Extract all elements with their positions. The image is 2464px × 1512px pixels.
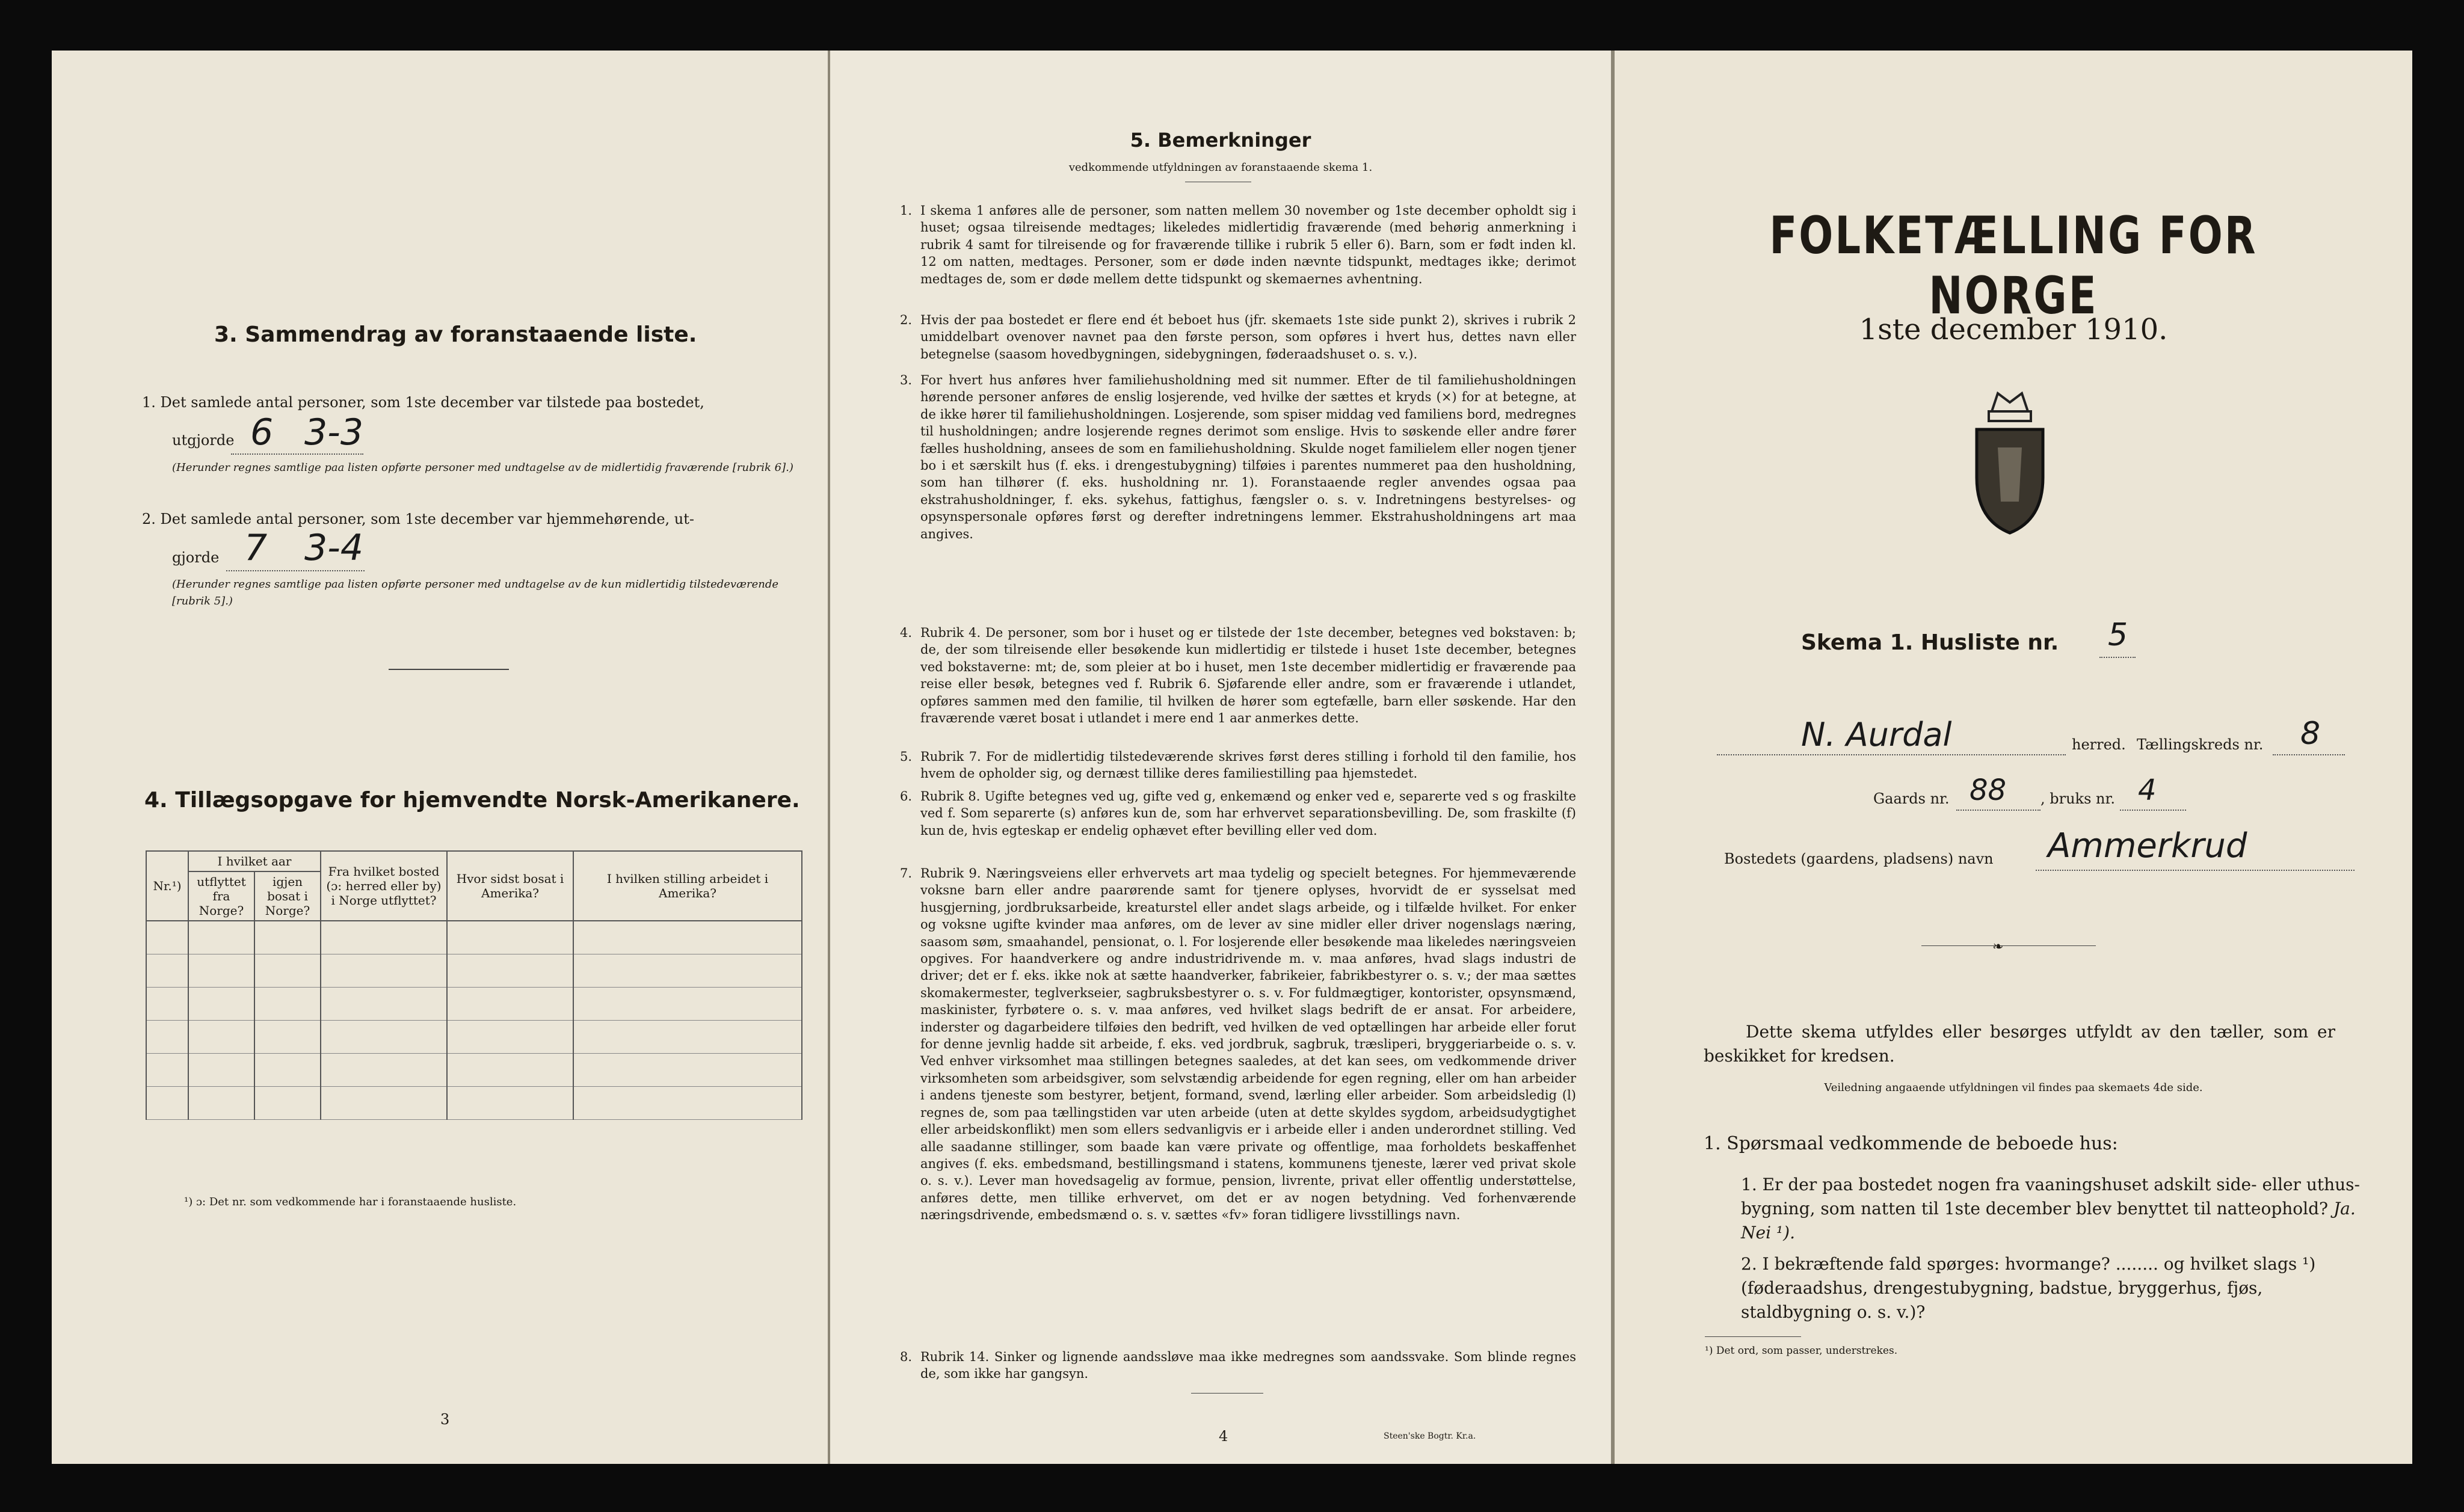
remark-item-5: 5. Rubrik 7. For de midlertidig tilstedeværende skrives først deres stilling i forhold til den familie, hos hvem de opholder sig, og dernæst tillike deres familiestilling paa hjemstedet. (900, 749, 1576, 781)
header-group: I hvilket aar (188, 851, 321, 871)
printer-mark: Steen'ske Bogtr. Kr.a. (1384, 1431, 1476, 1441)
section4-footnote: ¹) ɔ: Det nr. som vedkommende har i foranstaaende husliste. (184, 1196, 517, 1208)
remark-item-8: 8. Rubrik 14. Sinker og lignende aandssløve maa ikke medregnes som aandssvake. Som blinde regnes de, som ikke har gangsyn. (900, 1350, 1576, 1381)
item1-split: 3-3 (304, 411, 363, 453)
header-igjen: igjen bosat i Norge? (254, 871, 321, 921)
section3-item1-lead: utgjorde (172, 432, 235, 449)
kreds-value: 8 (2300, 716, 2321, 752)
remarks-title: 5. Bemerkninger (1130, 129, 1311, 152)
page-middle (830, 51, 1611, 1464)
ornament-icon: ❧ (1992, 939, 2004, 954)
header-nr: Nr.¹) (146, 851, 188, 921)
remark-item-3: 3. For hvert hus anføres hver familiehusholdning med sit nummer. Efter de til familiehusholdningen hørende personer anføres de enslig losjerende, ved hvilke der sættes et kryds (×) for at betegne, at de ikke hører til familiehusholdningen. Losjerende, som spiser middag ved familiens bord, medregnes til husholdningen; andre losjerende regnes derimot som enslige. Hvis to søskende eller andre fører fælles husholdning, ansees de som en familiehusholdning. Skulde noget familielem eller nogen tjener bo i et særskilt hus (f. eks. i drengestubygning) tilføies i parentes nummeret paa den husholdning, som han tilhører (f. eks. husholdning nr. 1). Foranstaaende regler anvendes ogsaa paa ekstrahusholdninger, f. eks. sykehus, fattighus, fængsler o. s. v. Indretningens bestyrelses- og opsynspersonale opføres først og derefter indretningens lemmer. Ekstrahusholdningens art maa angives. (900, 373, 1576, 541)
item2-value: 7 (244, 527, 268, 569)
bruks-value: 4 (2138, 773, 2157, 807)
intro-text: Dette skema utfyldes eller besørges utfyldt av den tæller, som er beskikket for kredsen. (1704, 1022, 2335, 1066)
header-utflyttet: utflyttet fra Norge? (188, 871, 254, 921)
remark-item-2: 2. Hvis der paa bostedet er flere end ét beboet hus (jfr. skemaets 1ste side punkt 2), skrives i rubrik 2 umiddelbart ovenover navnet paa den første person, som opføres i hvert hus, dettes navn eller betegnelse (saasom hovedbygningen, sidebygningen, føderaadshuset o. s. v.). (900, 313, 1576, 361)
form-title: FOLKETÆLLING FOR NORGE (1769, 206, 2258, 326)
remark-item-1: 1. I skema 1 anføres alle de personer, som natten mellem 30 november og 1ste december opholdt sig i huset; ogsaa tilreisende medtages; likeledes midlertidig fraværende (med behørig anmerkning i rubrik 4 samt for tilreisende og for fraværende tillike i rubrik 5 eller 6). Barn, som er født inden kl. 12 om natten, medtages. Personer, som er døde inden nævnte tidspunkt, medtages ikke; derimot medtages de, som er døde mellem dette tidspunkt og skemaernes avhentning. (900, 203, 1576, 286)
bruks-label: , bruks nr. (2040, 790, 2115, 807)
remark-item-4: 4. Rubrik 4. De personer, som bor i huset og er tilstede der 1ste december, betegnes ved bokstaven: b; de, der som tilreisende eller besøkende kun midlertidig er tilstede i huset 1ste december, betegnes ved bokstaverne: mt; de, som pleier at bo i huset, men 1ste december midlertidig er fraværende paa reise eller besøk, betegnes ved f. Rubrik 6. Sjøfarende eller andre, som er fraværende i utlandet, opføres sammen med den familie, til hvilken de hører som egtefælle, barn eller søskende. Har den fraværende været bosat i utlandet i mere end 1 aar anmerkes dette. (900, 625, 1576, 726)
section3-item2-lead: gjorde (172, 549, 220, 566)
header-fra: Fra hvilket bosted (ɔ: herred eller by) i Norge utflyttet? (321, 851, 447, 921)
section3-item2: 2. Det samlede antal personer, som 1ste december var hjemmehørende, ut- (142, 511, 694, 527)
intro-note: Veiledning angaaende utfyldningen vil findes paa skemaets 4de side. (1824, 1081, 2203, 1094)
kreds-label: Tællingskreds nr. (2137, 736, 2264, 753)
section3-title: 3. Sammendrag av foranstaaende liste. (214, 322, 697, 347)
question-1-answer: Ja. Nei ¹). (1741, 1199, 2356, 1243)
questions-heading: 1. Spørsmaal vedkommende de beboede hus: (1704, 1133, 2118, 1154)
question-2: 2. I bekræftende fald spørges: hvormange? ........ og hvilket slags ¹) (føderaadshus, drengestubygning, badstue, bryggerhus, fjøs, staldbygning o. s. v.)? (1741, 1254, 2316, 1322)
section3-item1: 1. Det samlede antal personer, som 1ste december var tilstede paa bostedet, (142, 394, 704, 411)
remarks-subtitle: vedkommende utfyldningen av foranstaaende skema 1. (1068, 161, 1373, 174)
remark-item-7: 7. Rubrik 9. Næringsveiens eller erhvervets art maa tydelig og specielt betegnes. For hjemmeværende voksne barn eller andre paarørende samt for tjenere oplyses, hvorvidt de er sysselsat med husgjerning, jordbruksarbeide, kreaturstel eller andet slags arbeide, og i tilfælde hvilket. For enker og voksne ugifte kvinder maa anføres, om de lever av sine midler eller driver nogenslags næring, saasom søm, smaahandel, pensionat, o. l. For losjerende eller besøkende maa likeledes næringsveien opgives. For haandverkere og andre industridrivende m. v. maa anføres, hvad slags industri de driver; det er f. eks. ikke nok at sætte haandverker, fabrikeier, fabrikbestyrer o. s. v.; der maa sættes skomakermester, teglverkseier, sagbruksbestyrer o. s. v. For fuldmægtiger, kontorister, opsynsmænd, maskinister, fyrbøtere o. s. v. maa anføres, ved hvilket slags bedrift de er ansat. For arbeidere, inderster og dagarbeidere tilføies den bedrift, ved hvilken de ved optællingen har arbeide eller forut for denne jevnlig hadde sit arbeide, f. eks. ved jordbruk, sagbruk, træsliperi, bryggeriarbeide o. s. v. Ved enhver virksomhet maa stillingen betegnes saaledes, at det kan sees, om vedkommende driver virksomheten som arbeidsgiver, som selvstændig arbeidende for egen regning, eller om han arbeider i andens tjeneste som bestyrer, betjent, formand, svend, lærling eller arbeider. Som arbeidsledig (l) regnes de, som paa tællingstiden var uten arbeide (uten at dette skyldes sygdom, arbeidsudygtighet eller arbeidskonflikt) men som ellers sedvanligvis er i arbeide eller i anden underordnet stilling. Ved alle saadanne stillinger, som baade kan være private og offentlige, maa forholdets beskaffenhet angives (f. eks. embedsmand, bestillingsmand i statens, kommunens tjeneste, lærer ved privat skole o. s. v.). Lever man hovedsagelig av formue, pension, livrente, privat eller offentlig understøttelse, anføres dette, men tillike erhvervet, om det er av nogen betydning. Ved forhenværende næringsdrivende, embedsmænd o. s. v. sættes «fv» foran tidligere livsstillings navn. (900, 866, 1576, 1223)
header-stilling: I hvilken stilling arbeidet i Amerika? (573, 851, 802, 921)
item2-split: 3-4 (304, 527, 363, 569)
header-hvor: Hvor sidst bosat i Amerika? (447, 851, 573, 921)
section4-title: 4. Tillægsopgave for hjemvendte Norsk-Amerikanere. (144, 788, 800, 813)
remark-item-6: 6. Rubrik 8. Ugifte betegnes ved ug, gifte ved g, enkemænd og enker ved e, separerte ved s og fraskilte ved f. Som separerte (s) anføres kun de, som har erhvervet separationsbevilling. De, som fraskilte (f) kun de, hvis egteskap er endelig ophævet efter bevilling eller ved dom. (900, 789, 1576, 838)
item1-value: 6 (250, 411, 274, 453)
section3-item1-note: (Herunder regnes samtlige paa listen opførte personer med undtagelse av de midlertidig fraværende [rubrik 6].) (172, 461, 793, 474)
bosted-value: Ammerkrud (2048, 826, 2247, 865)
form-date: 1ste december 1910. (1859, 313, 2168, 346)
page-left (52, 51, 828, 1464)
page-number-middle: 4 (1219, 1428, 1228, 1445)
coat-of-arms-icon (1965, 387, 2055, 538)
norsk-amerikanere-table (146, 850, 802, 1120)
herred-label: herred. (2072, 736, 2126, 753)
question-1: 1. Er der paa bostedet nogen fra vaaningshuset adskilt side- eller uthus-bygning, som natten til 1ste december blev benyttet til natteophold? Ja. Nei ¹). (1741, 1175, 2360, 1243)
page-number-left: 3 (440, 1411, 450, 1428)
gaards-label: Gaards nr. (1873, 790, 1950, 807)
right-footnote: ¹) Det ord, som passer, understrekes. (1705, 1345, 1898, 1357)
gaards-value: 88 (1970, 773, 2007, 807)
section3-item2-note: (Herunder regnes samtlige paa listen opførte personer med undtagelse av de kun midlertidig tilstedeværende [rubrik 5].) (172, 578, 779, 607)
skema-label: Skema 1. Husliste nr. (1801, 630, 2059, 655)
herred-value: N. Aurdal (1801, 716, 1952, 754)
husliste-nr: 5 (2108, 617, 2128, 653)
page-right (1615, 51, 2412, 1464)
bosted-label: Bostedets (gaardens, pladsens) navn (1724, 850, 1994, 867)
